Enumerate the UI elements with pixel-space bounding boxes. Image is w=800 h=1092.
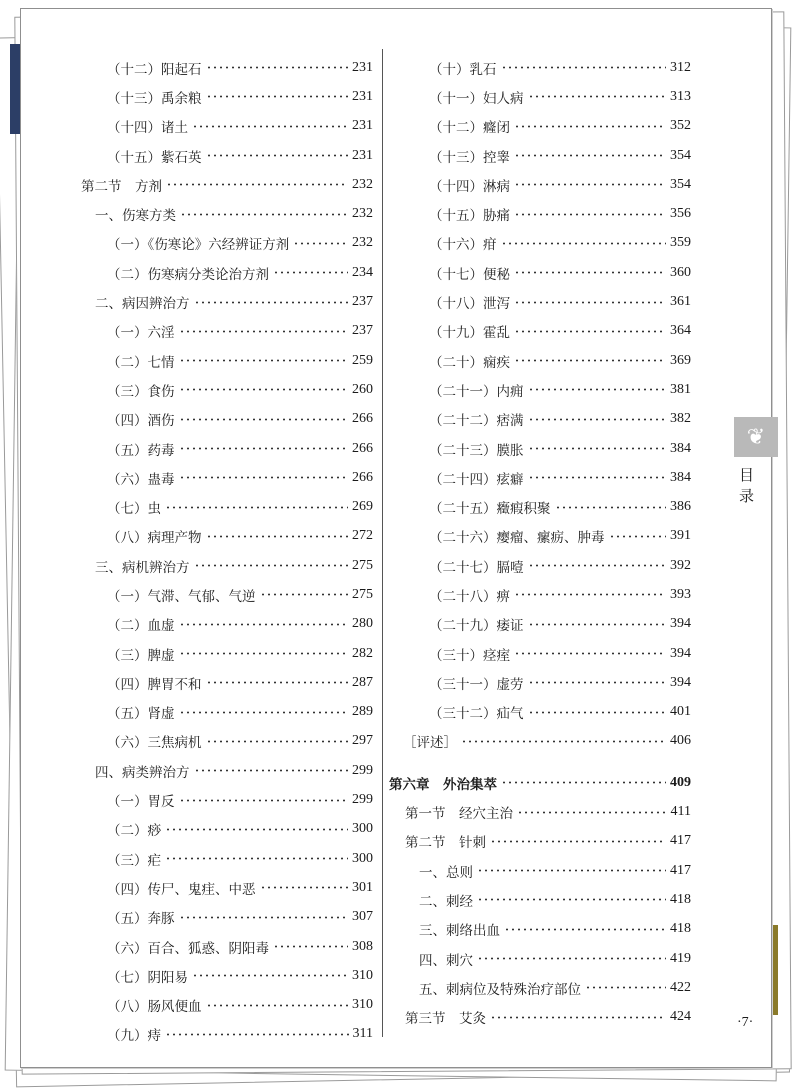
toc-entry[interactable] — [389, 768, 691, 797]
toc-entry[interactable] — [81, 258, 373, 287]
dot-leader — [179, 476, 349, 479]
toc-entry-title: （四）酒伤 — [107, 413, 175, 430]
toc-entry-page: 384 — [670, 440, 691, 456]
dot-leader — [504, 928, 666, 931]
dot-leader — [206, 154, 349, 157]
toc-page — [20, 8, 772, 1068]
dot-leader — [179, 447, 349, 450]
dot-leader — [179, 388, 349, 391]
toc-entry[interactable] — [81, 932, 373, 961]
dot-leader — [194, 564, 349, 567]
dot-leader — [490, 1016, 666, 1019]
toc-entry-page: 394 — [670, 645, 691, 661]
toc-entry-page: 313 — [670, 88, 691, 104]
dot-leader — [501, 66, 667, 69]
toc-entry[interactable] — [81, 141, 373, 170]
dot-leader — [179, 418, 349, 421]
toc-entry-title: （三）食伤 — [107, 383, 175, 400]
toc-entry-title: （十五）胁痛 — [429, 208, 510, 225]
dot-leader — [528, 476, 667, 479]
toc-entry-page: 392 — [670, 557, 691, 573]
toc-entry[interactable] — [389, 317, 691, 346]
toc-entry-page: 308 — [352, 938, 373, 954]
toc-entry[interactable] — [389, 258, 691, 287]
toc-entry-page: 266 — [352, 411, 373, 427]
toc-entry[interactable] — [389, 346, 691, 375]
toc-entry-page: 307 — [352, 909, 373, 925]
dot-leader — [179, 916, 349, 919]
dot-leader — [477, 869, 666, 872]
toc-entry-title: 第六章 外治集萃 — [389, 776, 497, 793]
toc-entry[interactable] — [389, 141, 691, 170]
toc-entry-page: 232 — [352, 176, 373, 192]
toc-entry-title: （十七）便秘 — [429, 266, 510, 283]
dot-leader — [179, 799, 349, 802]
toc-entry-title: （二）血虚 — [107, 618, 175, 635]
toc-entry-page: 300 — [352, 850, 373, 866]
toc-entry[interactable] — [389, 885, 691, 914]
dot-leader — [490, 840, 666, 843]
dot-leader — [192, 974, 348, 977]
toc-entry-title: 一、总则 — [419, 864, 473, 881]
dot-leader — [179, 359, 349, 362]
toc-entry-page: 237 — [352, 294, 373, 310]
toc-entry-page: 361 — [670, 294, 691, 310]
toc-entry-page: 301 — [352, 879, 373, 895]
toc-entry[interactable] — [81, 1020, 373, 1049]
toc-entry[interactable] — [389, 580, 691, 609]
toc-entry[interactable] — [389, 639, 691, 668]
toc-entry[interactable] — [81, 903, 373, 932]
toc-entry-page: 231 — [352, 59, 373, 75]
dot-leader — [206, 681, 349, 684]
toc-entry-page: 384 — [670, 469, 691, 485]
toc-entry-page: 280 — [352, 616, 373, 632]
toc-entry-page: 381 — [670, 381, 691, 397]
toc-entry-title: 四、病类辨治方 — [95, 764, 190, 781]
toc-entry[interactable] — [389, 434, 691, 463]
toc-entry[interactable] — [389, 199, 691, 228]
dot-leader — [528, 95, 667, 98]
toc-entry-title: 第三节 艾灸 — [405, 1011, 486, 1028]
dot-leader — [206, 66, 349, 69]
toc-entry[interactable] — [81, 463, 373, 492]
dot-leader — [194, 301, 349, 304]
toc-entry-title: （九）痔 — [107, 1028, 161, 1045]
toc-entry-page: 269 — [352, 499, 373, 515]
toc-entry[interactable] — [81, 229, 373, 258]
toc-entry-page: 231 — [352, 88, 373, 104]
dot-leader — [514, 652, 666, 655]
toc-entry[interactable] — [81, 346, 373, 375]
toc-entry-page: 352 — [670, 118, 691, 134]
toc-entry-title: （一）胃反 — [107, 794, 175, 811]
toc-entry-title: （六）百合、狐惑、阴阳毒 — [107, 940, 269, 957]
toc-entry[interactable] — [389, 492, 691, 521]
toc-entry-title: （十二）癃闭 — [429, 120, 510, 137]
toc-entry-page: 369 — [670, 352, 691, 368]
toc-entry-title: （七）虫 — [107, 501, 161, 518]
toc-entry[interactable] — [389, 944, 691, 973]
dot-leader — [179, 330, 349, 333]
toc-entry[interactable] — [389, 727, 691, 756]
toc-entry-title: （一）气滞、气郁、气逆 — [107, 588, 256, 605]
toc-entry[interactable] — [81, 522, 373, 551]
toc-entry-page: 299 — [352, 762, 373, 778]
toc-entry-page: 275 — [352, 586, 373, 602]
dot-leader — [517, 811, 667, 814]
toc-entry-page: 275 — [352, 557, 373, 573]
dot-leader — [206, 1004, 349, 1007]
toc-entry-page: 418 — [670, 921, 691, 937]
toc-entry[interactable] — [81, 785, 373, 814]
dot-leader — [514, 154, 666, 157]
toc-entry[interactable] — [389, 82, 691, 111]
toc-entry-page: 297 — [352, 733, 373, 749]
dot-leader — [206, 95, 349, 98]
toc-entry[interactable] — [81, 580, 373, 609]
dot-leader — [555, 506, 667, 509]
toc-entry-page: 287 — [352, 674, 373, 690]
toc-entry[interactable] — [389, 229, 691, 258]
dot-leader — [514, 125, 666, 128]
toc-entry-title: ［评述］ — [403, 735, 457, 752]
toc-entry-page: 418 — [670, 891, 691, 907]
toc-entry-page: 393 — [670, 586, 691, 602]
toc-entry-title: （十八）泄泻 — [429, 296, 510, 313]
toc-entry-title: （十三）控睾 — [429, 149, 510, 166]
dot-leader — [180, 213, 348, 216]
dot-leader — [206, 740, 349, 743]
toc-entry-title: （三）脾虚 — [107, 647, 175, 664]
toc-entry-title: （二）痧 — [107, 823, 161, 840]
dot-leader — [585, 986, 666, 989]
toc-entry-title: （六）蛊毒 — [107, 471, 175, 488]
toc-entry[interactable] — [389, 973, 691, 1002]
toc-entry[interactable] — [389, 170, 691, 199]
dot-leader — [179, 652, 349, 655]
toc-entry[interactable] — [389, 287, 691, 316]
toc-entry-page: 359 — [670, 235, 691, 251]
seal-ornament-icon: ❦ — [734, 417, 778, 457]
dot-leader — [528, 388, 667, 391]
dot-leader — [528, 623, 667, 626]
toc-entry[interactable] — [81, 405, 373, 434]
toc-entry-title: （二十四）痃癖 — [429, 471, 524, 488]
dot-leader — [514, 213, 666, 216]
toc-entry[interactable] — [81, 53, 373, 82]
toc-entry-page: 311 — [352, 1026, 373, 1042]
toc-entry-title: （八）肠风便血 — [107, 999, 202, 1016]
toc-entry-page: 417 — [670, 833, 691, 849]
dot-leader — [501, 242, 667, 245]
toc-right-column — [389, 53, 691, 1032]
toc-entry-page: 406 — [670, 733, 691, 749]
dot-leader — [528, 681, 667, 684]
toc-entry-title: （三十二）疝气 — [429, 706, 524, 723]
toc-entry-title: （四）传尸、鬼疰、中恶 — [107, 881, 256, 898]
toc-entry[interactable] — [389, 698, 691, 727]
section-side-label: 目录 — [737, 467, 755, 509]
toc-entry-page: 272 — [352, 528, 373, 544]
dot-leader — [461, 740, 666, 743]
toc-entry-title: 二、病因辨治方 — [95, 296, 190, 313]
toc-entry-title: （十一）妇人病 — [429, 90, 524, 107]
toc-entry-title: （三）疟 — [107, 852, 161, 869]
toc-entry-title: 第一节 经穴主治 — [405, 806, 513, 823]
dot-leader — [477, 957, 666, 960]
toc-entry-page: 382 — [670, 411, 691, 427]
toc-entry[interactable] — [389, 112, 691, 141]
toc-entry-title: 三、刺络出血 — [419, 923, 500, 940]
toc-entry[interactable] — [81, 727, 373, 756]
toc-entry-title: （十四）诸土 — [107, 120, 188, 137]
toc-entry-title: （十二）阳起石 — [107, 61, 202, 78]
toc-entry[interactable] — [81, 82, 373, 111]
toc-entry-title: （五）药毒 — [107, 442, 175, 459]
dot-leader — [165, 857, 348, 860]
toc-entry-title: （二十六）瘿瘤、瘰疬、肿毒 — [429, 530, 605, 547]
toc-entry[interactable] — [81, 961, 373, 990]
toc-entry-title: （二十八）痹 — [429, 588, 510, 605]
toc-entry-title: （二十二）痞满 — [429, 413, 524, 430]
toc-entry-title: （一）《伤寒论》六经辨证方剂 — [107, 237, 290, 254]
toc-entry-title: （二十九）痿证 — [429, 618, 524, 635]
toc-entry-page: 364 — [670, 323, 691, 339]
toc-entry[interactable] — [81, 815, 373, 844]
dot-leader — [528, 418, 667, 421]
toc-entry-page: 310 — [352, 997, 373, 1013]
toc-entry-page: 232 — [352, 235, 373, 251]
toc-entry[interactable] — [81, 991, 373, 1020]
dot-leader — [260, 886, 349, 889]
toc-entry-title: （二）七情 — [107, 354, 175, 371]
toc-entry-title: （三十）痉痓 — [429, 647, 510, 664]
dot-leader — [179, 623, 349, 626]
toc-entry-page: 394 — [670, 616, 691, 632]
toc-entry[interactable] — [389, 53, 691, 82]
dot-leader — [293, 242, 348, 245]
toc-entry-title: （五）奔豚 — [107, 911, 175, 928]
toc-entry-page: 417 — [670, 862, 691, 878]
dot-leader — [260, 593, 349, 596]
toc-entry[interactable] — [81, 668, 373, 697]
toc-entry[interactable] — [81, 698, 373, 727]
dot-leader — [528, 711, 667, 714]
toc-entry[interactable] — [81, 844, 373, 873]
dot-leader — [165, 1033, 349, 1036]
toc-entry-page: 354 — [670, 176, 691, 192]
toc-entry[interactable] — [81, 639, 373, 668]
toc-entry-page: 391 — [670, 528, 691, 544]
dot-leader — [514, 359, 666, 362]
toc-entry-page: 231 — [352, 147, 373, 163]
toc-entry-page: 424 — [670, 1009, 691, 1025]
toc-entry[interactable] — [389, 668, 691, 697]
toc-entry-page: 394 — [670, 674, 691, 690]
dot-leader — [528, 564, 667, 567]
toc-entry[interactable] — [389, 797, 691, 826]
toc-entry-page: 356 — [670, 206, 691, 222]
toc-entry-title: （十四）淋病 — [429, 178, 510, 195]
dot-leader — [166, 183, 348, 186]
toc-entry-title: 三、病机辨治方 — [95, 559, 190, 576]
toc-entry[interactable] — [389, 915, 691, 944]
toc-entry[interactable] — [389, 463, 691, 492]
dot-leader — [514, 301, 666, 304]
toc-entry[interactable] — [81, 375, 373, 404]
toc-entry-title: 一、伤寒方类 — [95, 208, 176, 225]
toc-entry-title: （十六）疳 — [429, 237, 497, 254]
toc-entry-page: 422 — [670, 979, 691, 995]
toc-entry-title: （十九）霍乱 — [429, 325, 510, 342]
toc-entry-page: 310 — [352, 967, 373, 983]
toc-entry[interactable] — [389, 522, 691, 551]
toc-entry[interactable] — [81, 287, 373, 316]
toc-entry-title: （五）肾虚 — [107, 706, 175, 723]
dot-leader — [273, 945, 348, 948]
toc-entry-title: 第二节 针刺 — [405, 835, 486, 852]
toc-entry-page: 409 — [670, 774, 691, 790]
toc-entry-page: 411 — [670, 804, 691, 820]
toc-entry-title: （一）六淫 — [107, 325, 175, 342]
toc-entry-page: 231 — [352, 118, 373, 134]
dot-leader — [179, 711, 349, 714]
dot-leader — [273, 271, 348, 274]
toc-entry[interactable] — [389, 610, 691, 639]
toc-entry-title: （六）三焦病机 — [107, 735, 202, 752]
dot-leader — [165, 828, 348, 831]
toc-entry[interactable] — [81, 199, 373, 228]
toc-entry-page: 266 — [352, 440, 373, 456]
toc-spacer — [389, 756, 691, 768]
toc-entry[interactable] — [81, 317, 373, 346]
dot-leader — [194, 769, 349, 772]
toc-entry[interactable] — [81, 492, 373, 521]
toc-entry-page: 237 — [352, 323, 373, 339]
toc-entry-page: 234 — [352, 264, 373, 280]
toc-entry-title: （八）病理产物 — [107, 530, 202, 547]
toc-entry-page: 232 — [352, 206, 373, 222]
toc-entry-title: 二、刺经 — [419, 893, 473, 910]
toc-entry[interactable] — [81, 610, 373, 639]
dot-leader — [206, 535, 349, 538]
toc-entry-page: 289 — [352, 704, 373, 720]
dot-leader — [501, 781, 666, 784]
toc-entry-page: 354 — [670, 147, 691, 163]
toc-entry-title: （二十）痫疾 — [429, 354, 510, 371]
toc-entry[interactable] — [81, 170, 373, 199]
toc-entry-title: （四）脾胃不和 — [107, 676, 202, 693]
toc-entry-title: 第二节 方剂 — [81, 178, 162, 195]
toc-entry[interactable] — [389, 827, 691, 856]
dot-leader — [514, 330, 666, 333]
toc-entry[interactable] — [81, 756, 373, 785]
toc-entry-page: 386 — [670, 499, 691, 515]
toc-entry-page: 300 — [352, 821, 373, 837]
toc-entry-page: 259 — [352, 352, 373, 368]
toc-entry-page: 401 — [670, 704, 691, 720]
toc-entry[interactable] — [81, 551, 373, 580]
dot-leader — [514, 593, 666, 596]
toc-entry-title: 四、刺穴 — [419, 952, 473, 969]
toc-left-column — [81, 53, 373, 1049]
toc-entry[interactable] — [389, 551, 691, 580]
toc-entry[interactable] — [389, 375, 691, 404]
toc-entry-title: （二十五）癥瘕积聚 — [429, 501, 551, 518]
toc-entry-page: 312 — [670, 59, 691, 75]
toc-entry[interactable] — [389, 405, 691, 434]
toc-entry-title: （七）阴阳易 — [107, 969, 188, 986]
toc-entry-page: 260 — [352, 381, 373, 397]
toc-entry[interactable] — [81, 434, 373, 463]
toc-entry-title: （二）伤寒病分类论治方剂 — [107, 266, 269, 283]
toc-entry-title: （二十一）内痈 — [429, 383, 524, 400]
dot-leader — [609, 535, 667, 538]
dot-leader — [514, 183, 666, 186]
dot-leader — [514, 271, 666, 274]
toc-entry-title: （三十一）虚劳 — [429, 676, 524, 693]
toc-entry-title: （十五）紫石英 — [107, 149, 202, 166]
toc-entry-title: （十）乳石 — [429, 61, 497, 78]
toc-entry[interactable] — [389, 1003, 691, 1032]
toc-entry-page: 299 — [352, 792, 373, 808]
toc-entry-title: （二十七）膈噎 — [429, 559, 524, 576]
toc-entry-page: 419 — [670, 950, 691, 966]
dot-leader — [477, 898, 666, 901]
toc-entry-title: （十三）禹余粮 — [107, 90, 202, 107]
toc-entry-title: （二十三）膜胀 — [429, 442, 524, 459]
toc-entry-page: 282 — [352, 645, 373, 661]
dot-leader — [165, 506, 348, 509]
toc-entry[interactable] — [81, 112, 373, 141]
toc-entry[interactable] — [389, 856, 691, 885]
column-divider — [382, 49, 383, 1037]
toc-entry-page: 266 — [352, 469, 373, 485]
toc-entry-title: 五、刺病位及特殊治疗部位 — [419, 981, 581, 998]
page-number: ·7· — [737, 1015, 754, 1030]
dot-leader — [192, 125, 348, 128]
toc-entry-page: 360 — [670, 264, 691, 280]
dot-leader — [528, 447, 667, 450]
toc-entry[interactable] — [81, 873, 373, 902]
